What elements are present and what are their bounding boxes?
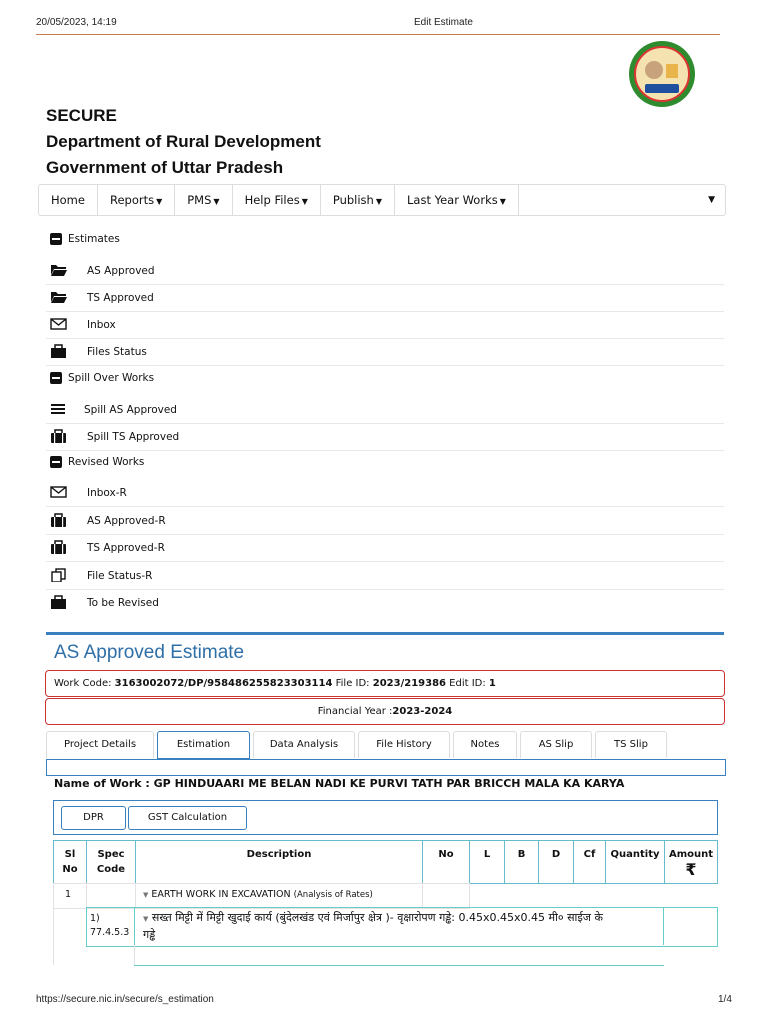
nav-more-dropdown[interactable]	[519, 185, 725, 215]
caret-down-icon: ▼	[375, 197, 382, 206]
print-page-title: Edit Estimate	[414, 17, 473, 28]
caret-down-icon: ▼	[499, 197, 506, 206]
collapse-icon	[50, 233, 62, 245]
gst-calculation-button[interactable]: GST Calculation	[128, 806, 247, 830]
nav-last-year-works[interactable]: Last Year Works ▼	[395, 185, 519, 215]
menu-item-spill-as-approved[interactable]: Spill AS Approved	[46, 396, 724, 424]
collapse-icon	[50, 372, 62, 384]
header-sl-no: Sl No	[53, 840, 87, 884]
caret-down-icon: ▼	[708, 195, 715, 205]
menu-item-to-be-revised[interactable]: To be Revised	[46, 589, 724, 616]
caret-down-icon: ▼	[213, 197, 220, 206]
fy-value: 2023-2024	[392, 706, 453, 717]
envelope-icon	[50, 485, 68, 499]
header-amount: Amount ₹	[664, 840, 718, 884]
header-no: No	[422, 840, 470, 884]
nav-help-files[interactable]: Help Files ▼	[233, 185, 321, 215]
financial-year-box	[45, 698, 725, 725]
edit-id-value: 1	[488, 678, 496, 689]
print-divider	[36, 34, 720, 35]
expand-caret-icon: ▼	[143, 915, 149, 923]
menu-item-ts-approved[interactable]: TS Approved	[46, 284, 724, 312]
print-page-number: 1/4	[718, 994, 732, 1005]
department-name: Department of Rural Development	[46, 132, 321, 151]
main-navbar	[38, 184, 726, 216]
menu-item-spill-ts-approved[interactable]: Spill TS Approved	[46, 423, 724, 451]
nav-reports[interactable]: Reports ▼	[98, 185, 175, 215]
tab-file-history[interactable]: File History	[358, 731, 450, 758]
header-description: Description	[135, 840, 423, 884]
row2-divider	[134, 907, 135, 945]
menu-item-inbox[interactable]: Inbox	[46, 311, 724, 339]
dpr-button[interactable]: DPR	[61, 806, 126, 830]
briefcase-icon	[50, 344, 68, 358]
menu-item-file-status-r[interactable]: File Status-R	[46, 562, 724, 590]
header-b: B	[504, 840, 539, 884]
menu-item-inbox-r[interactable]: Inbox-R	[46, 479, 724, 507]
work-code-box	[45, 670, 725, 697]
caret-down-icon: ▼	[156, 197, 163, 206]
suitcase-icon	[50, 513, 68, 527]
header-cf: Cf	[573, 840, 606, 884]
fy-label: Financial Year :	[317, 706, 393, 717]
nav-pms[interactable]: PMS ▼	[175, 185, 232, 215]
list-icon	[50, 402, 68, 416]
tab-data-analysis[interactable]: Data Analysis	[253, 731, 355, 758]
spill-section-header[interactable]: Spill Over Works	[50, 372, 154, 384]
edit-id-label: Edit ID:	[449, 678, 486, 689]
row1-description[interactable]: ▼ EARTH WORK IN EXCAVATION (Analysis of Rates)	[143, 889, 373, 900]
print-datetime: 20/05/2023, 14:19	[36, 17, 117, 28]
menu-item-files-status[interactable]: Files Status	[46, 338, 724, 366]
collapse-icon	[50, 456, 62, 468]
panel-title: AS Approved Estimate	[54, 642, 245, 663]
row1-sl: 1	[65, 889, 72, 900]
briefcase-icon	[50, 595, 68, 609]
row3-divider	[134, 945, 135, 965]
estimates-section-header[interactable]: Estimates	[50, 233, 120, 245]
revised-section-header[interactable]: Revised Works	[50, 456, 144, 468]
tab-as-slip[interactable]: AS Slip	[520, 731, 592, 758]
print-url: https://secure.nic.in/secure/s_estimation	[36, 994, 214, 1005]
row3-bottom	[134, 965, 664, 966]
file-id-value: 2023/219386	[372, 678, 446, 689]
nav-home[interactable]: Home	[39, 185, 98, 215]
site-name: SECURE	[46, 106, 117, 125]
menu-item-as-approved-r[interactable]: AS Approved-R	[46, 507, 724, 535]
expand-caret-icon: ▼	[143, 891, 149, 899]
work-code-label: Work Code:	[54, 678, 112, 689]
copy-icon	[50, 568, 68, 582]
header-l: L	[469, 840, 505, 884]
row2-description[interactable]: ▼ सख्त मिट्टी में मिट्टी खुदाई कार्य (बुंदेलखंड एवं मिर्जापुर क्षेत्र )- वृक्षारोपण गड्ढे: 0.45x0.45x0.45 मी० साईज के गड्ढे	[143, 911, 603, 941]
tab-notes[interactable]: Notes	[453, 731, 517, 758]
row2-divider-right	[663, 907, 664, 945]
rupee-icon: ₹	[685, 860, 697, 879]
tab-ts-slip[interactable]: TS Slip	[595, 731, 667, 758]
suitcase-icon	[50, 429, 68, 443]
suitcase-icon	[50, 540, 68, 554]
tab-content-bar	[46, 759, 726, 776]
file-id-label: File ID:	[335, 678, 370, 689]
panel-top-border	[46, 632, 724, 635]
secure-logo	[622, 40, 702, 108]
row1-no-cell	[422, 883, 470, 909]
work-name: Name of Work : GP HINDUAARI ME BELAN NADI KE PURVI TATH PAR BRICCH MALA KA KARYA	[54, 777, 625, 790]
menu-item-ts-approved-r[interactable]: TS Approved-R	[46, 534, 724, 562]
header-d: D	[538, 840, 574, 884]
row2-spec: 1) 77.4.5.3	[90, 913, 130, 938]
row1-divider	[86, 883, 87, 907]
tab-project-details[interactable]: Project Details	[46, 731, 154, 758]
government-name: Government of Uttar Pradesh	[46, 158, 284, 177]
caret-down-icon: ▼	[301, 197, 308, 206]
folder-open-icon	[50, 263, 68, 277]
header-spec-code: Spec Code	[86, 840, 136, 884]
envelope-icon	[50, 317, 68, 331]
tab-estimation[interactable]: Estimation	[157, 731, 250, 759]
work-code-value: 3163002072/DP/958486255823303114	[114, 678, 333, 689]
header-quantity: Quantity	[605, 840, 665, 884]
menu-item-as-approved[interactable]: AS Approved	[46, 257, 724, 285]
estimate-tabs	[46, 731, 670, 759]
row2-left-edge	[53, 907, 54, 965]
nav-publish[interactable]: Publish ▼	[321, 185, 395, 215]
folder-open-icon	[50, 290, 68, 304]
